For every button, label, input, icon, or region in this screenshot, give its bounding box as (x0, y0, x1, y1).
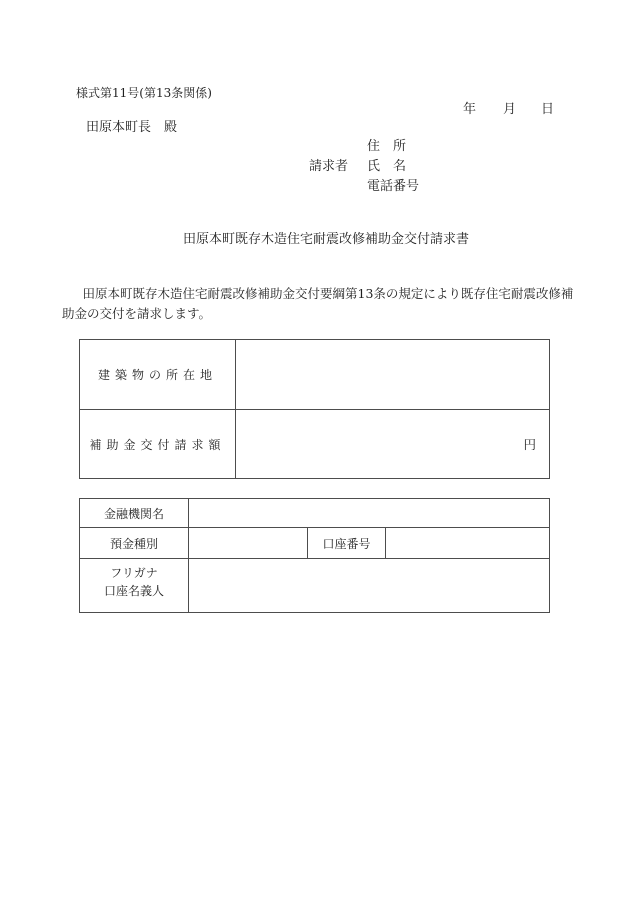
addressee: 田原本町長 殿 (86, 120, 178, 135)
body-line: 助金の交付を請求します。 (62, 306, 212, 321)
day-label: 日 (541, 102, 555, 117)
deposit-type-label: 預金種別 (80, 528, 189, 559)
requester-phone-label: 電話番号 (367, 179, 420, 194)
requester-address-label: 住 所 (367, 139, 407, 154)
account-number-value[interactable] (386, 528, 550, 559)
yen-suffix: 円 (523, 437, 536, 452)
month-label: 月 (503, 102, 517, 117)
date-line (463, 98, 554, 117)
form-number: 様式第11号(第13条関係) (76, 86, 212, 100)
account-holder-value[interactable] (189, 559, 550, 613)
body-paragraph (62, 284, 582, 324)
table-row (80, 340, 550, 410)
bank-name-value[interactable] (189, 499, 550, 528)
table-row (80, 410, 550, 479)
bank-name-label: 金融機関名 (80, 499, 189, 528)
deposit-type-value[interactable] (189, 528, 308, 559)
table-row (80, 528, 550, 559)
account-holder-label-cell (80, 559, 189, 613)
requester-label: 請求者 (309, 159, 349, 174)
bank-table (79, 498, 550, 613)
document-title: 田原本町既存木造住宅耐震改修補助金交付請求書 (183, 232, 470, 247)
account-number-label: 口座番号 (308, 528, 386, 559)
year-label: 年 (463, 102, 477, 117)
table-row (80, 559, 550, 613)
subsidy-amount-label: 補助金交付請求額 (80, 410, 236, 479)
main-table (79, 339, 550, 479)
body-line: 田原本町既存木造住宅耐震改修補助金交付要綱第13条の規定により既存住宅耐震改修補 (70, 286, 574, 301)
subsidy-amount-value[interactable] (236, 410, 550, 479)
building-location-value[interactable] (236, 340, 550, 410)
furigana-label: フリガナ (110, 566, 158, 580)
account-holder-label: 口座名義人 (103, 584, 164, 598)
table-row (80, 499, 550, 528)
building-location-label: 建築物の所在地 (80, 340, 236, 410)
requester-name-label: 氏 名 (367, 159, 407, 174)
